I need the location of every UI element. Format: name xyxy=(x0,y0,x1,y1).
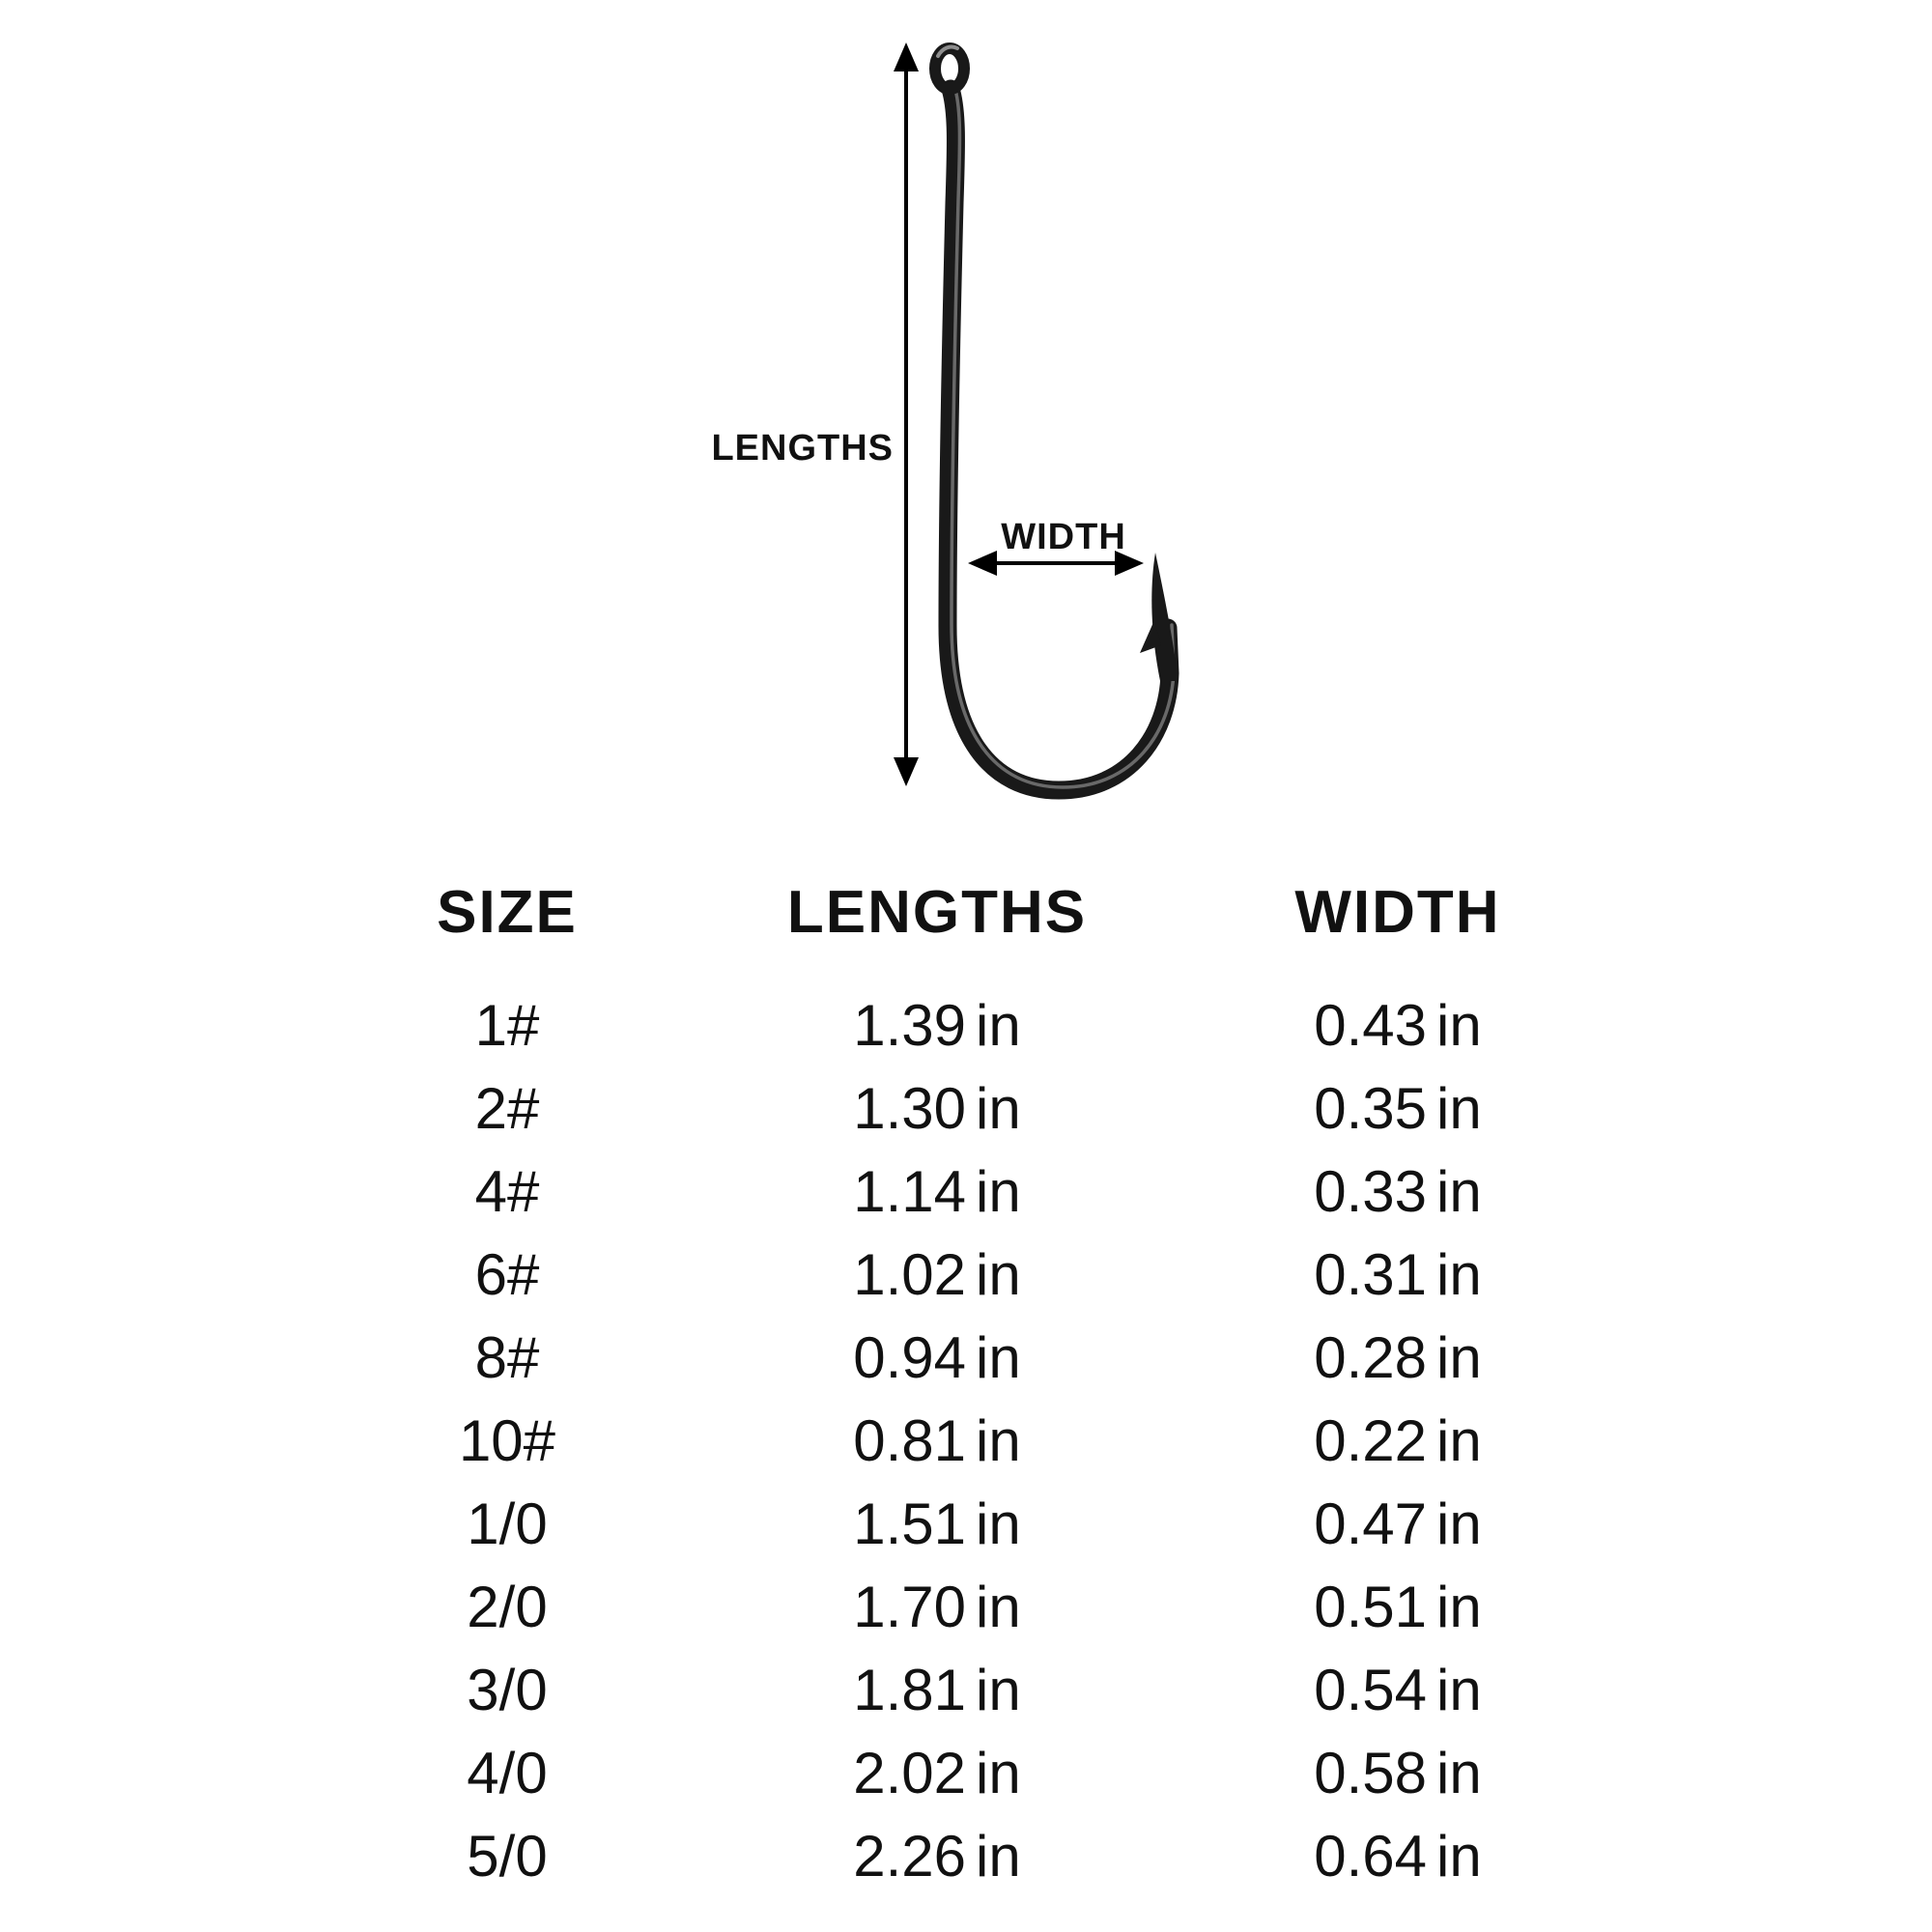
size-cell: 6# xyxy=(474,1242,540,1307)
size-cell: 1# xyxy=(474,993,540,1058)
width-value: 0.64 xyxy=(1314,1824,1428,1889)
hook-point xyxy=(1151,553,1179,681)
width-unit: in xyxy=(1436,1824,1482,1889)
width-value: 0.22 xyxy=(1314,1408,1428,1473)
width-cell xyxy=(1156,1649,1639,1732)
hook-wire-highlight xyxy=(952,86,1174,787)
width-cell xyxy=(1156,1566,1639,1649)
width-cell xyxy=(1156,1483,1639,1566)
size-cell: 2# xyxy=(474,1076,540,1141)
size-cell: 4/0 xyxy=(467,1741,548,1805)
size-cell: 4# xyxy=(474,1159,540,1224)
width-cell xyxy=(1156,1732,1639,1815)
length-cell xyxy=(696,1732,1179,1815)
size-column-header: SIZE xyxy=(437,879,578,946)
length-unit: in xyxy=(976,1242,1021,1307)
length-value: 2.02 xyxy=(853,1741,967,1805)
table-row xyxy=(0,1317,1932,1400)
length-unit: in xyxy=(976,1408,1021,1473)
hook-wire xyxy=(948,89,1170,790)
width-value: 0.28 xyxy=(1314,1325,1428,1390)
length-value: 1.02 xyxy=(853,1242,967,1307)
length-unit: in xyxy=(976,1741,1021,1805)
width-cell xyxy=(1156,1400,1639,1483)
length-cell xyxy=(696,1483,1179,1566)
length-value: 1.70 xyxy=(853,1575,967,1639)
length-value: 0.81 xyxy=(853,1408,967,1473)
width-column-header: WIDTH xyxy=(1294,879,1501,946)
size-cell: 5/0 xyxy=(467,1824,548,1889)
table-row xyxy=(0,1151,1932,1234)
fish-hook-icon xyxy=(935,47,1179,790)
width-unit: in xyxy=(1436,1242,1482,1307)
length-cell xyxy=(696,1400,1179,1483)
width-cell xyxy=(1156,1234,1639,1317)
width-unit: in xyxy=(1436,1575,1482,1639)
length-unit: in xyxy=(976,1658,1021,1722)
length-value: 1.14 xyxy=(853,1159,967,1224)
length-unit: in xyxy=(976,1575,1021,1639)
table-row xyxy=(0,1483,1932,1566)
length-unit: in xyxy=(976,1159,1021,1224)
width-unit: in xyxy=(1436,1076,1482,1141)
width-dimension-label: WIDTH xyxy=(1001,517,1126,557)
size-cell: 2/0 xyxy=(467,1575,548,1639)
length-value: 1.30 xyxy=(853,1076,967,1141)
width-cell xyxy=(1156,1151,1639,1234)
width-unit: in xyxy=(1436,1492,1482,1556)
size-chart-header xyxy=(0,871,1932,954)
width-value: 0.51 xyxy=(1314,1575,1428,1639)
size-cell: 8# xyxy=(474,1325,540,1390)
length-value: 0.94 xyxy=(853,1325,967,1390)
length-cell xyxy=(696,1815,1179,1898)
table-row xyxy=(0,984,1932,1067)
table-row xyxy=(0,1815,1932,1898)
length-unit: in xyxy=(976,1076,1021,1141)
width-value: 0.58 xyxy=(1314,1741,1428,1805)
width-unit: in xyxy=(1436,1159,1482,1224)
width-unit: in xyxy=(1436,1658,1482,1722)
length-cell xyxy=(696,1649,1179,1732)
hook-diagram xyxy=(0,0,1932,850)
width-value: 0.35 xyxy=(1314,1076,1428,1141)
width-value: 0.54 xyxy=(1314,1658,1428,1722)
length-cell xyxy=(696,984,1179,1067)
length-cell xyxy=(696,1317,1179,1400)
table-row xyxy=(0,1067,1932,1151)
table-row xyxy=(0,1649,1932,1732)
table-row xyxy=(0,1400,1932,1483)
length-value: 1.39 xyxy=(853,993,967,1058)
size-cell: 10# xyxy=(458,1408,556,1473)
width-unit: in xyxy=(1436,993,1482,1058)
lengths-arrow-icon xyxy=(894,43,919,786)
width-cell xyxy=(1156,984,1639,1067)
width-cell xyxy=(1156,1815,1639,1898)
length-value: 1.81 xyxy=(853,1658,967,1722)
length-unit: in xyxy=(976,1492,1021,1556)
length-value: 1.51 xyxy=(853,1492,967,1556)
width-value: 0.33 xyxy=(1314,1159,1428,1224)
width-value: 0.31 xyxy=(1314,1242,1428,1307)
size-cell: 3/0 xyxy=(467,1658,548,1722)
length-cell xyxy=(696,1566,1179,1649)
width-unit: in xyxy=(1436,1325,1482,1390)
width-unit: in xyxy=(1436,1741,1482,1805)
width-value: 0.43 xyxy=(1314,993,1428,1058)
width-value: 0.47 xyxy=(1314,1492,1428,1556)
table-row xyxy=(0,1234,1932,1317)
width-unit: in xyxy=(1436,1408,1482,1473)
size-cell: 1/0 xyxy=(467,1492,548,1556)
width-cell xyxy=(1156,1317,1639,1400)
lengths-dimension-label: LENGTHS xyxy=(711,428,894,469)
width-cell xyxy=(1156,1067,1639,1151)
length-unit: in xyxy=(976,993,1021,1058)
table-row xyxy=(0,1732,1932,1815)
length-cell xyxy=(696,1067,1179,1151)
length-value: 2.26 xyxy=(853,1824,967,1889)
length-unit: in xyxy=(976,1824,1021,1889)
lengths-column-header: LENGTHS xyxy=(786,879,1088,946)
length-cell xyxy=(696,1151,1179,1234)
length-unit: in xyxy=(976,1325,1021,1390)
length-cell xyxy=(696,1234,1179,1317)
table-row xyxy=(0,1566,1932,1649)
